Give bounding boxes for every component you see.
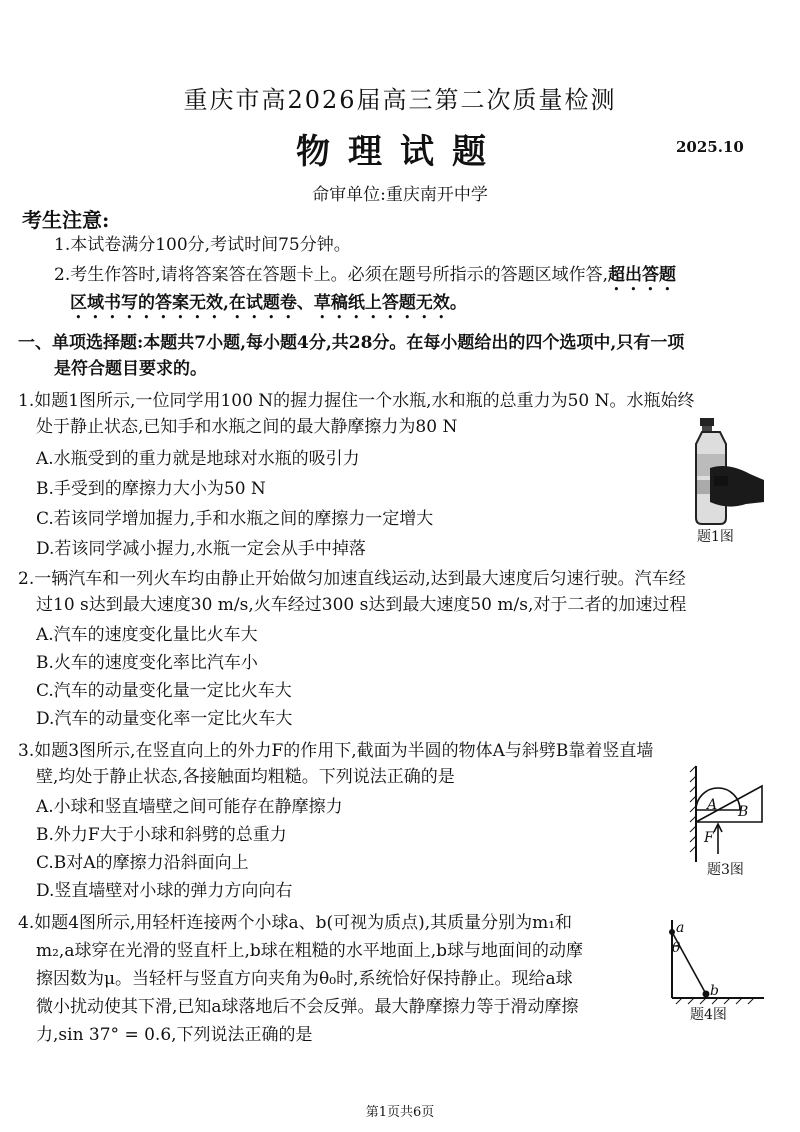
author-org: 命审单位:重庆南开中学: [312, 185, 488, 205]
page-footer: 第1页共6页: [365, 1105, 435, 1120]
question-1-option-a: A.水瓶受到的重力就是地球对水瓶的吸引力: [36, 449, 360, 469]
question-3-option-b: B.外力F大于小球和斜劈的总重力: [36, 825, 287, 845]
figure-4-label-theta: θ: [672, 940, 681, 956]
figure-3-label-a: A: [707, 797, 718, 813]
notice-item-1: 1.本试卷满分100分,考试时间75分钟。: [54, 235, 351, 255]
notice-heading: 考生注意:: [22, 208, 110, 232]
question-3-option-a: A.小球和竖直墙壁之间可能存在静摩擦力: [36, 797, 343, 817]
notice-item-2-emphasis-cont: 区域书写的答案无效,在试题卷、草稿纸上答题无效。: [70, 293, 467, 313]
figure-1-caption: 题1图: [697, 529, 734, 545]
question-3-stem-cont: 壁,均处于静止状态,各接触面均粗糙。下列说法正确的是: [36, 767, 455, 787]
section-heading: 一、单项选择题:本题共7小题,每小题4分,共28分。在每小题给出的四个选项中,只有一项: [18, 333, 685, 353]
exam-date: 2025.10: [676, 138, 744, 156]
figure-4-caption: 题4图: [690, 1007, 727, 1023]
question-3-option-d: D.竖直墙壁对小球的弹力方向向右: [36, 881, 293, 901]
question-2-option-a: A.汽车的速度变化量比火车大: [36, 625, 258, 645]
question-4-stem-cont-1: m₂,a球穿在光滑的竖直杆上,b球在粗糙的水平地面上,b球与地面间的动摩: [36, 941, 584, 961]
question-4-stem-cont-4: 力,sin 37° = 0.6,下列说法正确的是: [36, 1025, 313, 1045]
question-4-stem-cont-3: 微小扰动使其下滑,已知a球落地后不会反弹。最大静摩擦力等于滑动摩擦: [36, 997, 579, 1017]
notice-item-2-text: 2.考生作答时,请将答案答在答题卡上。必须在题号所指示的答题区域作答,: [54, 265, 609, 285]
figure-4-label-b: b: [710, 983, 719, 999]
wall-wedge-figure: [688, 766, 768, 862]
question-3-stem: 3.如题3图所示,在竖直向上的外力F的作用下,截面为半圆的物体A与斜劈B靠着竖直墙: [18, 741, 654, 761]
figure-3-label-f: F: [704, 830, 714, 846]
question-4-stem: 4.如题4图所示,用轻杆连接两个小球a、b(可视为质点),其质量分别为m₁和: [18, 913, 573, 933]
question-2-option-c: C.汽车的动量变化量一定比火车大: [36, 681, 292, 701]
question-1-stem-cont: 处于静止状态,已知手和水瓶之间的最大静摩擦力为80 N: [36, 417, 458, 437]
question-2-option-b: B.火车的速度变化率比汽车小: [36, 653, 258, 673]
notice-item-2-emphasis: 超出答题: [608, 265, 677, 285]
subject-title: 物理试题: [296, 132, 504, 172]
question-1-option-b: B.手受到的摩擦力大小为50 N: [36, 479, 266, 499]
notice-item-2-cont: [70, 290, 467, 323]
section-heading-cont: 是符合题目要求的。: [54, 359, 207, 379]
figure-3-caption: 题3图: [707, 862, 744, 878]
question-2-option-d: D.汽车的动量变化率一定比火车大: [36, 709, 293, 729]
figure-4-label-a: a: [676, 920, 685, 936]
figure-3-label-b: B: [738, 804, 749, 820]
question-3-option-c: C.B对A的摩擦力沿斜面向上: [36, 853, 249, 873]
question-1-stem: 1.如题1图所示,一位同学用100 N的握力握住一个水瓶,水和瓶的总重力为50 N。水瓶始终: [18, 391, 695, 411]
question-4-stem-cont-2: 擦因数为μ。当轻杆与竖直方向夹角为θ₀时,系统恰好保持静止。现给a球: [36, 969, 573, 989]
question-2-stem: 2.一辆汽车和一列火车均由静止开始做匀加速直线运动,达到最大速度后匀速行驶。汽车经: [18, 569, 686, 589]
question-1-option-d: D.若该同学减小握力,水瓶一定会从手中掉落: [36, 539, 366, 559]
question-2-stem-cont: 过10 s达到最大速度30 m/s,火车经过300 s达到最大速度50 m/s,对于二者的加速过程: [36, 595, 687, 615]
exam-title: 重庆市高2026届高三第二次质量检测: [183, 86, 617, 114]
bottle-figure: [680, 418, 770, 528]
question-1-option-c: C.若该同学增加握力,手和水瓶之间的摩擦力一定增大: [36, 509, 434, 529]
